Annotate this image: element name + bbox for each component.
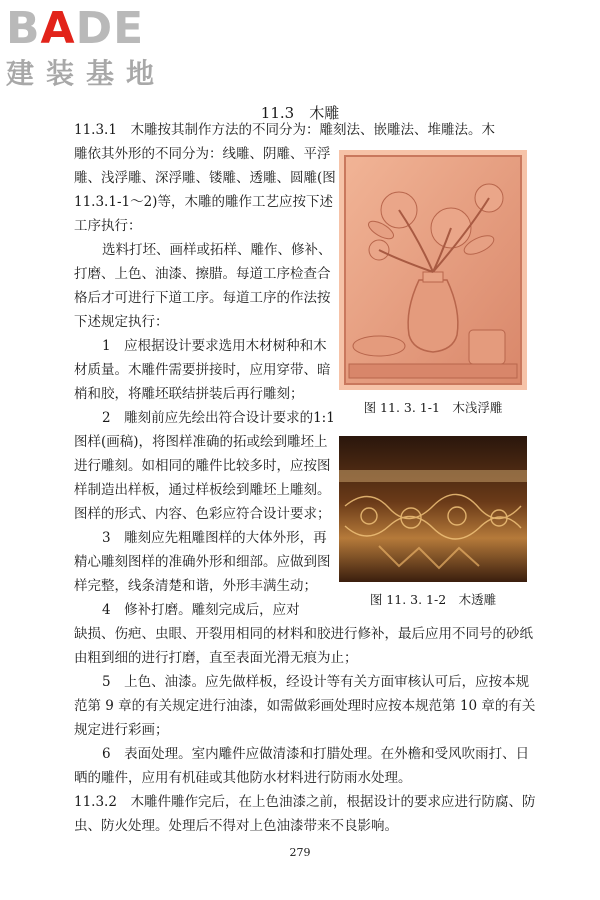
paragraph-item-5: 5 上色、油漆。应先做样板，经设计等有关方面审核认可后，应按本规范第 9 章的有关规定进行油漆，如需做彩画处理时应按本规范第 10 章的有关规定进行彩画；: [74, 674, 536, 738]
paragraph-procedure: 选料打坯、画样或拓样、雕作、修补、打磨、上色、油漆、擦腊。每道工序检查合格后才可进行下道工序。每道工序的作法按下述规定执行：: [74, 242, 332, 330]
relief-carving-image: [339, 150, 527, 390]
paragraph-item-6: 6 表面处理。室内雕件应做清漆和打腊处理。在外檐和受风吹雨打、日晒的雕件，应用有机硅或其他防水材料进行防雨水处理。: [74, 746, 530, 786]
logo-letter-a: A: [40, 3, 76, 54]
figure-caption-openwork: 图 11. 3. 1-2 木透雕: [369, 592, 497, 607]
page-number: 279: [289, 846, 311, 859]
figure-caption-relief: 图 11. 3. 1-1 木浅浮雕: [363, 400, 503, 415]
logo-letter-b: B: [6, 3, 41, 54]
logo-wordmark: [6, 4, 176, 54]
paragraph-item-3: 3 雕刻应先粗雕图样的大体外形，再精心雕刻图样的准确外形和细部。应做到图样完整，线条清楚和谐，外形丰满生动；: [74, 530, 331, 594]
paragraph-11-3-2: 11.3.2 木雕件雕作完后，在上色油漆之前，根据设计的要求应进行防腐、防虫、防火处理。处理后不得对上色油漆带来不良影响。: [74, 794, 536, 834]
logo-letters-de: DE: [75, 3, 145, 54]
lower-text: [74, 622, 540, 838]
left-column: [74, 142, 338, 622]
paragraph-item-4-rest: 缺损、伤疤、虫眼、开裂用相同的材料和胶进行修补，最后应用不同号的砂纸由粗到细的进行打磨，直至表面光滑无痕为止；: [74, 626, 533, 666]
paragraph-text: 11.3.1 木雕按其制作方法的不同分为：雕刻法、嵌雕法、堆雕法。木: [74, 122, 495, 138]
paragraph-11-3-1-rest: 雕依其外形的不同分为：线雕、阴雕、平浮雕、浅浮雕、深浮雕、镂雕、透雕、圆雕(图 11.3.1-1～2)等，木雕的雕作工艺应按下述工序执行：: [74, 146, 336, 234]
logo: [6, 4, 176, 100]
logo-subtitle: 建装基地: [6, 57, 167, 90]
paragraph-item-2: 2 雕刻前应先绘出符合设计要求的1:1 图样(画稿)，将图样准确的拓或绘到雕坯上进行雕刻。如相同的雕件比较多时，应按图样制造出样板，通过样板绘到雕坯上雕刻。图样的形式、内容、色彩应符合设计要求；: [74, 410, 335, 522]
openwork-carving-image: [339, 436, 527, 582]
section-title: 11.3 木雕: [260, 104, 340, 122]
figure-openwork-carving: [339, 436, 527, 608]
figure-relief-carving: [339, 150, 527, 416]
paragraph-item-1: 1 应根据设计要求选用木材树种和木材质量。木雕件需要拼接时，应用穿带、暗梢和胶，将雕坯联结拼装后再行雕刻；: [74, 338, 331, 402]
paragraph-11-3-1-line1: [74, 118, 540, 142]
paragraph-item-4-line1: 4 修补打磨。雕刻完成后，应对: [102, 602, 300, 618]
